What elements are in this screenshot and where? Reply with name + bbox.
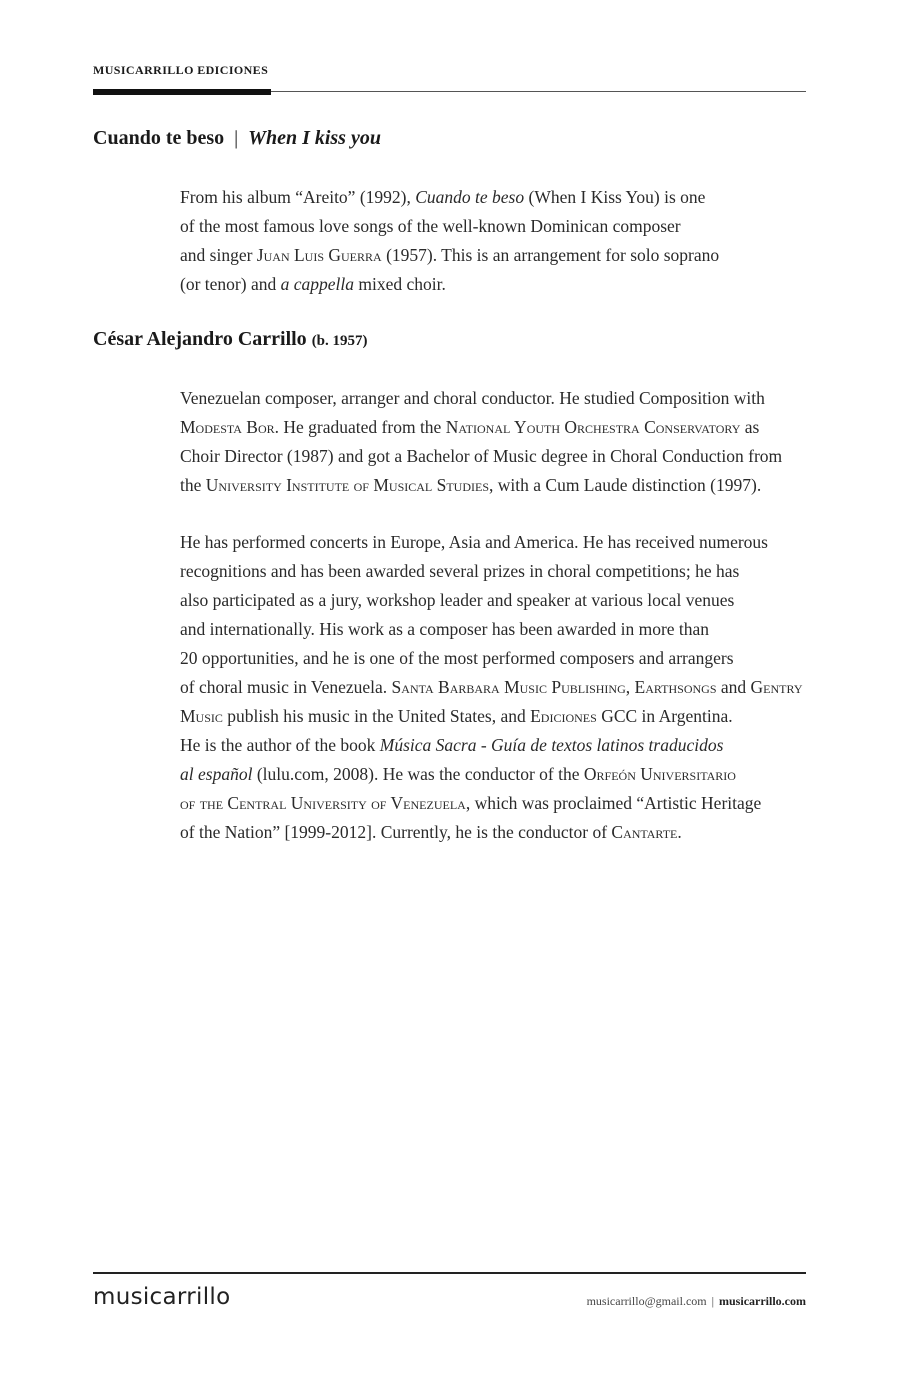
intro-line: of the most famous love songs of the well-known Dominican composer: [180, 216, 681, 236]
bio-line: recognitions and has been awarded several prizes in choral competitions; he has: [180, 561, 740, 581]
song-title-spanish: Cuando te beso: [93, 127, 225, 149]
intro-line: (or tenor) and a cappella mixed choir.: [180, 274, 446, 294]
bio-line: and internationally. His work as a composer has been awarded in more than: [180, 619, 710, 639]
footer-contact: [587, 1294, 806, 1309]
header-accent-bar: [93, 89, 271, 95]
bio-line: also participated as a jury, workshop leader and speaker at various local venues: [180, 590, 735, 610]
musicarrillo-logo: musicarrillo: [93, 1284, 231, 1310]
bio-line: Venezuelan composer, arranger and choral conductor. He studied Composition with: [180, 388, 765, 408]
bio-line: Choir Director (1987) and got a Bachelor of Music degree in Choral Conduction from: [180, 446, 783, 466]
bio-paragraph-1: [180, 384, 810, 500]
contact-separator: |: [711, 1294, 715, 1308]
bio-line: of the Central University of Venezuela, which was proclaimed “Artistic Heritage: [180, 793, 762, 813]
website-link[interactable]: musicarrillo.com: [719, 1294, 806, 1308]
bio-line: al español (lulu.com, 2008). He was the conductor of the Orfeón Universitario: [180, 764, 736, 784]
bio-line: 20 opportunities, and he is one of the most performed composers and arrangers: [180, 648, 734, 668]
intro-paragraph: [180, 183, 810, 299]
composer-dates: (b. 1957): [311, 333, 368, 349]
bio-line: Music publish his music in the United States, and Ediciones GCC in Argentina.: [180, 706, 733, 726]
publisher-header: MUSICARRILLO EDICIONES: [93, 63, 269, 77]
bio-line: He has performed concerts in Europe, Asia and America. He has received numerous: [180, 532, 768, 552]
composer-heading: [93, 328, 368, 351]
bio-line: the University Institute of Musical Studies, with a Cum Laude distinction (1997).: [180, 475, 762, 495]
footer-divider: [93, 1272, 806, 1274]
song-title: [93, 127, 381, 150]
bio-line: of the Nation” [1999-2012]. Currently, he is the conductor of Cantarte.: [180, 822, 682, 842]
title-separator: |: [234, 127, 239, 149]
composer-name: César Alejandro Carrillo: [93, 328, 307, 350]
contact-email[interactable]: musicarrillo@gmail.com: [586, 1294, 707, 1308]
intro-line: and singer Juan Luis Guerra (1957). This is an arrangement for solo soprano: [180, 245, 720, 265]
bio-paragraph-2: [180, 528, 810, 847]
bio-line: He is the author of the book Música Sacra - Guía de textos latinos traducidos: [180, 735, 724, 755]
bio-line: of choral music in Venezuela. Santa Barbara Music Publishing, Earthsongs and Gentry: [180, 677, 803, 697]
intro-line: From his album “Areito” (1992), Cuando te beso (When I Kiss You) is one: [180, 187, 706, 207]
bio-line: Modesta Bor. He graduated from the National Youth Orchestra Conservatory as: [180, 417, 760, 437]
song-title-english: When I kiss you: [248, 127, 381, 149]
